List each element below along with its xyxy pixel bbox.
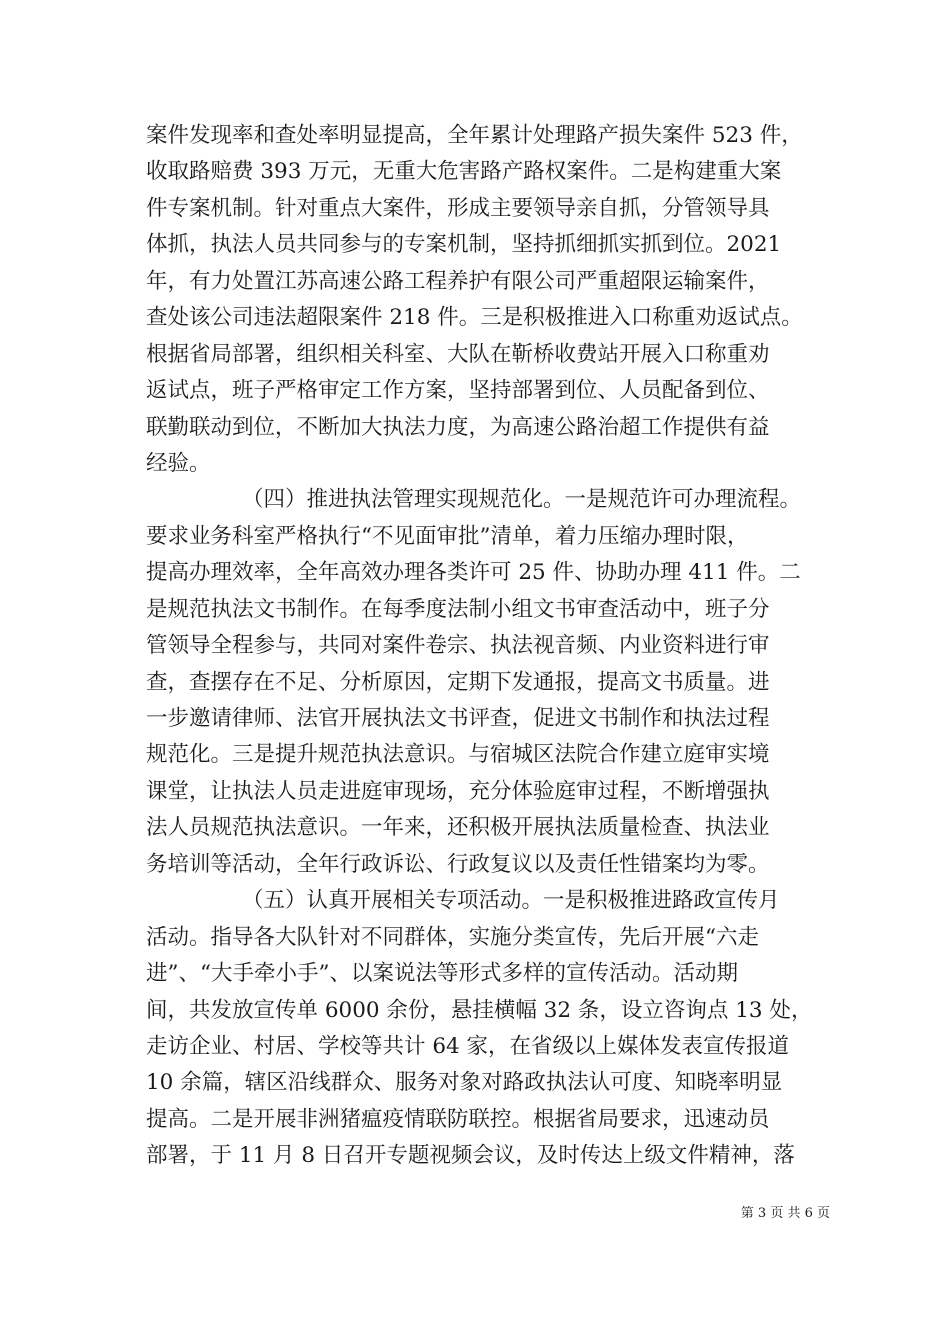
body-line: 管领导全程参与，共同对案件卷宗、执法视音频、内业资料进行审	[146, 633, 770, 659]
body-line: 规范化。三是提升规范执法意识。与宿城区法院合作建立庭审实境	[146, 742, 770, 768]
body-line: 收取路赔费 393 万元，无重大危害路产路权案件。二是构建重大案	[146, 159, 782, 185]
body-line: 是规范执法文书制作。在每季度法制小组文书审查活动中，班子分	[146, 596, 770, 622]
body-line: 10 余篇，辖区沿线群众、服务对象对路政执法认可度、知晓率明显	[146, 1070, 783, 1096]
body-line: 一步邀请律师、法官开展执法文书评查，促进文书制作和执法过程	[146, 706, 770, 731]
body-line: 案件发现率和查处率明显提高，全年累计处理路产损失案件 523 件，	[146, 123, 803, 148]
body-line: 部署，于 11 月 8 日召开专题视频会议，及时传达上级文件精神，落	[146, 1143, 795, 1169]
body-line: 间，共发放宣传单 6000 余份，悬挂横幅 32 条，设立咨询点 13 处，	[146, 997, 813, 1023]
body-line: 件专案机制。针对重点大案件，形成主要领导亲自抓，分管领导具	[146, 195, 770, 221]
body-line: 法人员规范执法意识。一年来，还积极开展执法质量检查、执法业	[146, 815, 770, 841]
body-line: 提高。二是开展非洲猪瘟疫情联防联控。根据省局要求，迅速动员	[146, 1106, 770, 1132]
page-number-footer: 第 3 页 共 6 页	[740, 1206, 830, 1221]
document-body	[146, 118, 818, 1175]
body-line: 经验。	[146, 450, 211, 476]
body-line: 走访企业、村居、学校等共计 64 家，在省级以上媒体发表宣传报道	[146, 1033, 790, 1059]
section-heading-line: （五）认真开展相关专项活动。一是积极推进路政宣传月	[242, 888, 780, 914]
body-line: 课堂，让执法人员走进庭审现场，充分体验庭审过程，不断增强执	[146, 778, 770, 804]
body-line: 返试点，班子严格审定工作方案，坚持部署到位、人员配备到位、	[146, 378, 770, 404]
body-line: 查处该公司违法超限案件 218 件。三是积极推进入口称重劝返试点。	[146, 305, 803, 331]
body-line: 年，有力处置江苏高速公路工程养护有限公司严重超限运输案件，	[146, 268, 770, 294]
body-line: 务培训等活动，全年行政诉讼、行政复议以及责任性错案均为零。	[146, 851, 770, 877]
body-line: 活动。指导各大队针对不同群体，实施分类宣传，先后开展“六走	[146, 924, 759, 950]
section-heading-line: （四）推进执法管理实现规范化。一是规范许可办理流程。	[242, 487, 802, 513]
body-line: 查，查摆存在不足、分析原因，定期下发通报，提高文书质量。进	[146, 669, 770, 695]
body-line: 要求业务科室严格执行“不见面审批”清单，着力压缩办理时限，	[146, 523, 749, 549]
body-line: 进”、“大手牵小手”、以案说法等形式多样的宣传活动。活动期	[146, 961, 738, 987]
body-line: 体抓，执法人员共同参与的专案机制，坚持抓细抓实抓到位。2021	[146, 232, 782, 258]
body-line: 根据省局部署，组织相关科室、大队在靳桥收费站开展入口称重劝	[146, 341, 770, 367]
body-line: 联勤联动到位，不断加大执法力度，为高速公路治超工作提供有益	[146, 414, 770, 440]
body-line: 提高办理效率，全年高效办理各类许可 25 件、协助办理 411 件。二	[146, 560, 801, 586]
